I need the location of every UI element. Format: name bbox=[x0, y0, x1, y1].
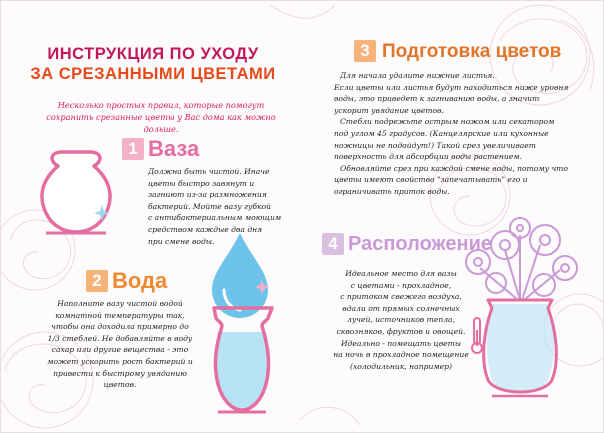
text-line: Если цветы или листья будут находиться ниже уровня bbox=[334, 82, 569, 92]
text-line: с притоком свежего воздуха, bbox=[340, 292, 462, 302]
text-line: ускорит увядание цветов. bbox=[334, 105, 444, 115]
section-water-text bbox=[40, 298, 200, 391]
text-line: с цветами - прохладное, bbox=[350, 280, 452, 290]
text-line: под углом 45 градусов. (Канцелярские или кухонные bbox=[334, 128, 549, 138]
section-vase-number: 1 bbox=[122, 138, 144, 160]
text-line: комнатной температуры так, bbox=[55, 310, 185, 320]
text-line: сахар или другие вещества - это bbox=[51, 345, 189, 355]
section-preparation-text bbox=[334, 70, 574, 198]
section-location-title: Расположение bbox=[348, 233, 493, 255]
text-line: при смене воды. bbox=[148, 236, 215, 246]
text-line: Для начала удалите нижние листья. bbox=[340, 71, 495, 80]
text-line: с антибактериальным моющим bbox=[148, 213, 282, 223]
text-line: цветов. bbox=[103, 380, 137, 390]
text-line: (холодильник, например) bbox=[350, 361, 452, 371]
text-line: Идеальное место для вазы bbox=[345, 269, 457, 278]
section-location-text bbox=[326, 268, 476, 372]
text-line: цветы быстро завянут и bbox=[148, 178, 255, 188]
text-line: сквозняков, фруктов и овощей. bbox=[336, 326, 466, 336]
text-line: может ускорить рост бактерий и bbox=[47, 356, 193, 366]
vase-illustration bbox=[42, 152, 110, 233]
text-line: бактерий. Мойте вазу губкой bbox=[148, 201, 271, 211]
page-title-line1: ИНСТРУКЦИЯ ПО УХОДУ bbox=[47, 45, 259, 63]
intro-text bbox=[36, 99, 286, 135]
section-vase-text bbox=[148, 166, 298, 247]
text-line: ножницы не подойдут!) Такой срез увеличивает bbox=[334, 140, 536, 150]
page-title-line2: ЗА СРЕЗАННЫМИ ЦВЕТАМИ bbox=[30, 65, 276, 83]
text-line: Обновляйте срез при каждой смене воды, потому что bbox=[340, 163, 568, 173]
section-preparation-number: 3 bbox=[354, 40, 376, 62]
intro-line1: Несколько простых правил, которые помогут bbox=[57, 100, 265, 110]
text-line: Наполните вазу чистой водой bbox=[57, 299, 183, 308]
text-line: привести к быстрому увяданию bbox=[53, 368, 187, 378]
section-location-number: 4 bbox=[322, 233, 344, 255]
text-line: средством каждые два дня bbox=[148, 224, 263, 234]
text-line: воды, это приведет к загниванию воды, а значит bbox=[334, 94, 540, 104]
text-line: вдали от прямых солнечных bbox=[342, 303, 460, 313]
text-line: цветы имеют свойство "запечатывать" его и bbox=[334, 175, 528, 185]
text-line: Стебли подрежьте острым ножом или секатором bbox=[340, 117, 555, 127]
text-line: на ночь в прохладное помещение bbox=[333, 350, 469, 360]
text-line: ограничивать приток воды. bbox=[334, 186, 450, 196]
text-line: чтобы она доходила примерно до bbox=[51, 322, 189, 332]
text-line: Должна быть чистой. Иначе bbox=[148, 167, 270, 176]
section-water-title: Вода bbox=[112, 268, 168, 293]
text-line: загниют из-за размножения bbox=[148, 190, 267, 200]
text-line: лучей, источников тепла, bbox=[346, 315, 455, 325]
text-line: 1/3 стеблей. Не добавляйте в воду bbox=[47, 333, 193, 343]
vase-with-water-illustration bbox=[214, 308, 272, 412]
text-line: поверхность для абсорбции воды растением. bbox=[334, 152, 522, 162]
section-water-number: 2 bbox=[86, 270, 108, 292]
intro-line2: сохранить срезанные цветы у Вас дома как можно дольше. bbox=[46, 112, 276, 134]
section-preparation-title: Подготовка цветов bbox=[382, 41, 562, 62]
text-line: Идеально - помещать цветы bbox=[340, 338, 462, 348]
page-title bbox=[18, 44, 288, 84]
section-vase-title: Ваза bbox=[148, 136, 200, 161]
